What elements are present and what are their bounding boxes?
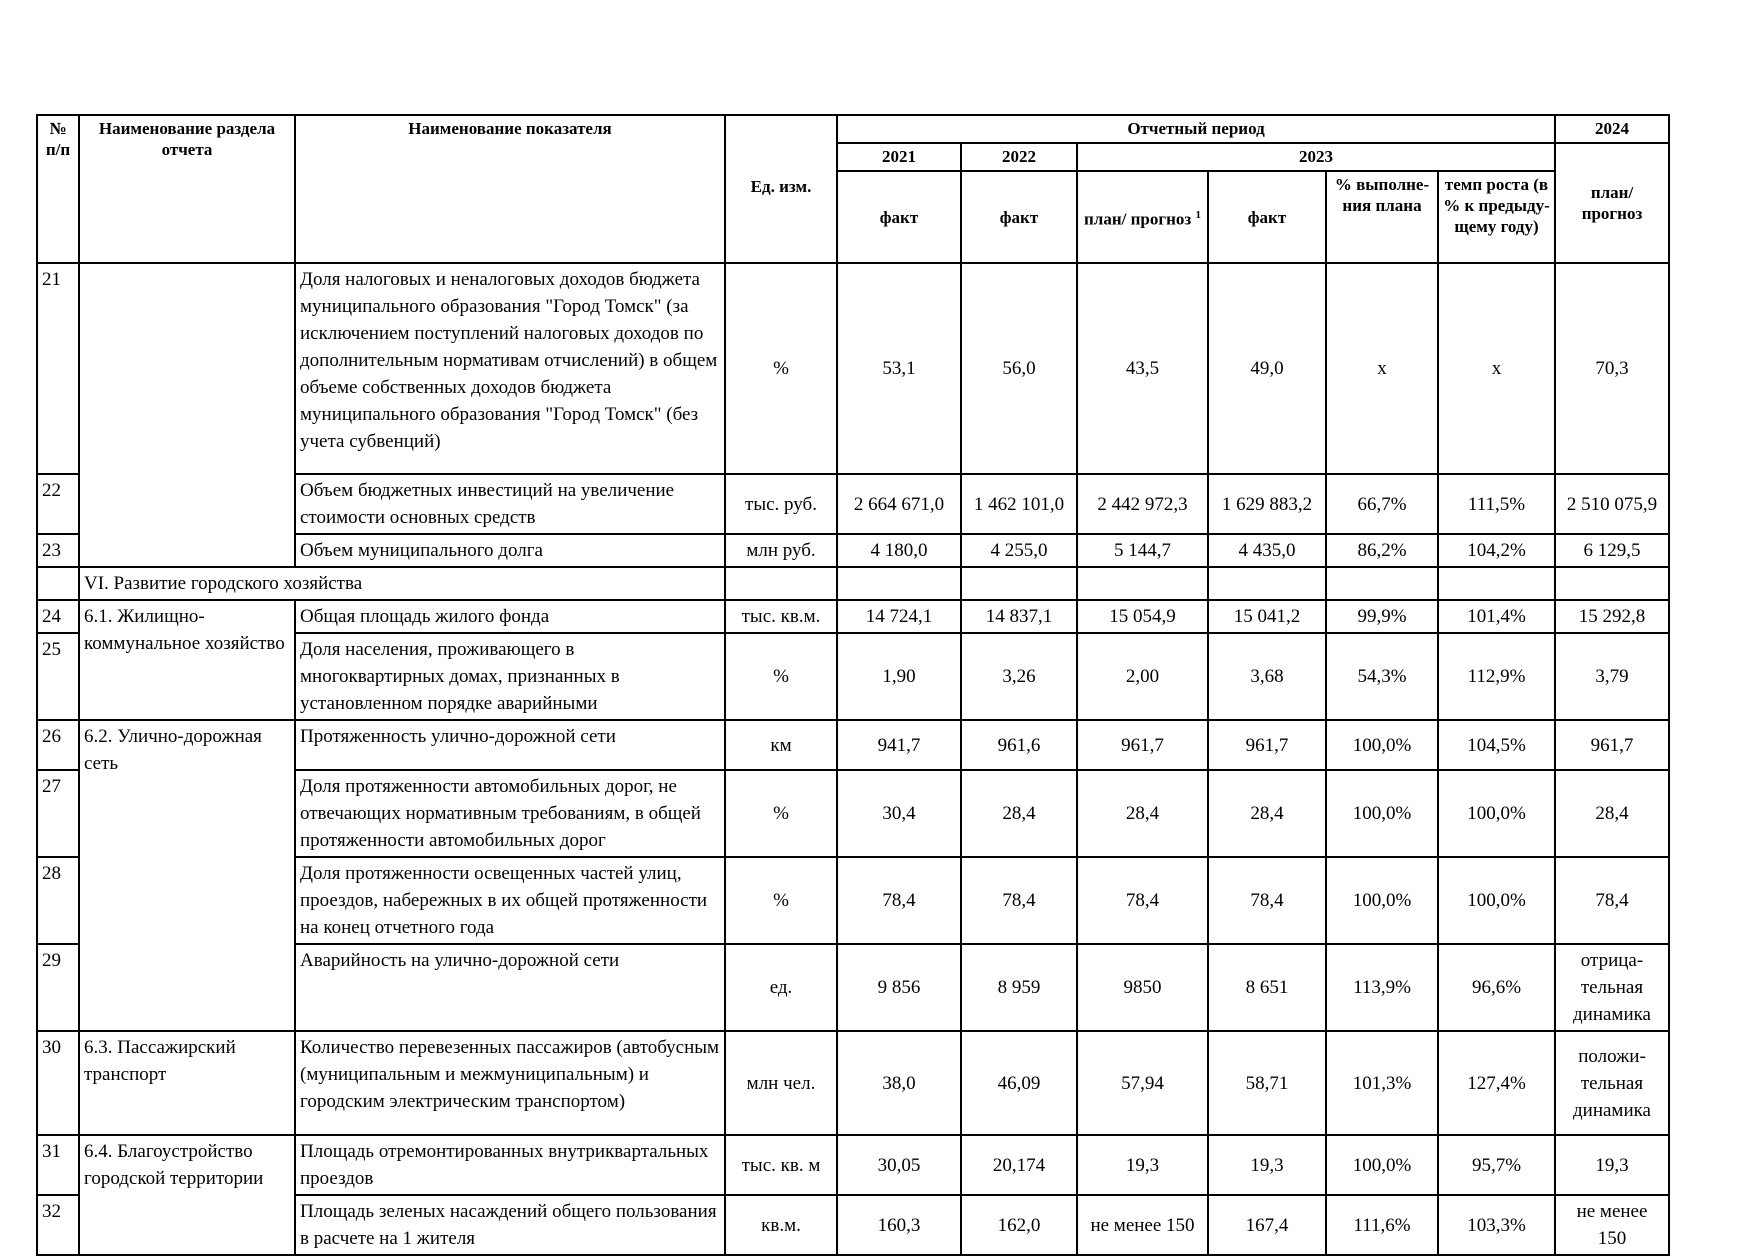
fact-2023-cell: 3,68: [1208, 633, 1326, 720]
fact-2021-cell: 38,0: [837, 1031, 961, 1135]
row-num: 24: [37, 600, 79, 633]
fact-2022-cell: 961,6: [961, 720, 1077, 770]
fact-2023-cell: 961,7: [1208, 720, 1326, 770]
unit-cell: тыс. кв.м.: [725, 600, 837, 633]
section-name: 6.4. Благоустройство городской территории: [79, 1135, 295, 1255]
growth-cell: 111,5%: [1438, 474, 1555, 534]
unit-cell: %: [725, 857, 837, 944]
section-name: 6.1. Жилищно-коммунальное хозяйство: [79, 600, 295, 720]
plan-2023-cell: 28,4: [1077, 770, 1208, 857]
fact-2023-cell: 19,3: [1208, 1135, 1326, 1195]
fact-2022-cell: 4 255,0: [961, 534, 1077, 567]
indicators-table: [36, 114, 1670, 1256]
header-plan-forecast-2024: план/ прогноз: [1555, 143, 1669, 263]
fact-2021-cell: 2 664 671,0: [837, 474, 961, 534]
row-num: 22: [37, 474, 79, 534]
plan-2024-cell: положи-тельная динамика: [1555, 1031, 1669, 1135]
fact-2021-cell: 1,90: [837, 633, 961, 720]
fact-2022-cell: 162,0: [961, 1195, 1077, 1255]
unit-cell: %: [725, 263, 837, 474]
plan-2023-cell: 57,94: [1077, 1031, 1208, 1135]
pct-plan-cell: 86,2%: [1326, 534, 1438, 567]
header-fact-2021: факт: [837, 171, 961, 263]
plan-2023-cell: не менее 150: [1077, 1195, 1208, 1255]
plan-2023-cell: 2,00: [1077, 633, 1208, 720]
growth-cell: 101,4%: [1438, 600, 1555, 633]
fact-2023-cell: 167,4: [1208, 1195, 1326, 1255]
fact-2022-cell: 1 462 101,0: [961, 474, 1077, 534]
empty-cell: [1326, 567, 1438, 600]
pct-plan-cell: 100,0%: [1326, 770, 1438, 857]
plan-2024-cell: не менее 150: [1555, 1195, 1669, 1255]
pct-plan-cell: 99,9%: [1326, 600, 1438, 633]
header-unit: Ед. изм.: [725, 115, 837, 263]
indicator-name: Аварийность на улично-дорожной сети: [295, 944, 725, 1031]
indicator-name: Доля протяженности автомобильных дорог, не отвечающих нормативным требованиям, в общей протяженности автомобильных дорог: [295, 770, 725, 857]
unit-cell: млн руб.: [725, 534, 837, 567]
plan-2023-cell: 5 144,7: [1077, 534, 1208, 567]
fact-2021-cell: 941,7: [837, 720, 961, 770]
fact-2022-cell: 14 837,1: [961, 600, 1077, 633]
indicator-name: Площадь отремонтированных внутриквартальных проездов: [295, 1135, 725, 1195]
indicator-name: Объем бюджетных инвестиций на увеличение стоимости основных средств: [295, 474, 725, 534]
fact-2023-cell: 8 651: [1208, 944, 1326, 1031]
fact-2021-cell: 30,05: [837, 1135, 961, 1195]
header-num: № п/п: [37, 115, 79, 263]
empty-cell: [837, 567, 961, 600]
header-growth-rate: темп роста (в % к предыду-щему году): [1438, 171, 1555, 263]
row-num: 30: [37, 1031, 79, 1135]
section-title: VI. Развитие городского хозяйства: [79, 567, 725, 600]
row-num: 26: [37, 720, 79, 770]
row-num: 23: [37, 534, 79, 567]
pct-plan-cell: 111,6%: [1326, 1195, 1438, 1255]
header-year-2023: 2023: [1077, 143, 1555, 171]
growth-cell: 95,7%: [1438, 1135, 1555, 1195]
plan-2023-cell: 78,4: [1077, 857, 1208, 944]
indicator-name: Доля налоговых и неналоговых доходов бюджета муниципального образования "Город Томск" (за исключением поступлений налоговых доходов по дополнительным нормативам отчислений) в общем объеме собственных доходов бюджета муниципального образования "Город Томск" (без учета субвенций): [295, 263, 725, 474]
unit-cell: млн чел.: [725, 1031, 837, 1135]
unit-cell: тыс. руб.: [725, 474, 837, 534]
row-num: 28: [37, 857, 79, 944]
fact-2023-cell: 49,0: [1208, 263, 1326, 474]
plan-2024-cell: 78,4: [1555, 857, 1669, 944]
section-name: 6.2. Улично-дорожная сеть: [79, 720, 295, 1031]
header-year-2022: 2022: [961, 143, 1077, 171]
fact-2023-cell: 1 629 883,2: [1208, 474, 1326, 534]
header-plan-forecast-2023: [1077, 171, 1208, 263]
fact-2022-cell: 8 959: [961, 944, 1077, 1031]
plan-2023-cell: 15 054,9: [1077, 600, 1208, 633]
unit-cell: ед.: [725, 944, 837, 1031]
header-year-2021: 2021: [837, 143, 961, 171]
unit-cell: кв.м.: [725, 1195, 837, 1255]
plan-2023-cell: 961,7: [1077, 720, 1208, 770]
fact-2021-cell: 160,3: [837, 1195, 961, 1255]
indicator-name: Доля населения, проживающего в многоквартирных домах, признанных в установленном порядке аварийными: [295, 633, 725, 720]
growth-cell: 100,0%: [1438, 857, 1555, 944]
pct-plan-cell: 100,0%: [1326, 857, 1438, 944]
table-row: [37, 1135, 1669, 1195]
fact-2021-cell: 30,4: [837, 770, 961, 857]
pct-plan-cell: х: [1326, 263, 1438, 474]
empty-cell: [1077, 567, 1208, 600]
section-title-row: [37, 567, 1669, 600]
growth-cell: 104,2%: [1438, 534, 1555, 567]
empty-cell: [1438, 567, 1555, 600]
table-row: [37, 1031, 1669, 1135]
section-cell-empty: [79, 263, 295, 567]
growth-cell: 112,9%: [1438, 633, 1555, 720]
plan-2024-cell: 6 129,5: [1555, 534, 1669, 567]
header-plan-footnote: 1: [1195, 208, 1201, 221]
row-num: 27: [37, 770, 79, 857]
pct-plan-cell: 66,7%: [1326, 474, 1438, 534]
fact-2022-cell: 78,4: [961, 857, 1077, 944]
pct-plan-cell: 100,0%: [1326, 1135, 1438, 1195]
empty-cell: [1208, 567, 1326, 600]
empty-cell: [1555, 567, 1669, 600]
plan-2024-cell: 2 510 075,9: [1555, 474, 1669, 534]
header-section: Наименование раздела отчета: [79, 115, 295, 263]
fact-2022-cell: 46,09: [961, 1031, 1077, 1135]
fact-2021-cell: 53,1: [837, 263, 961, 474]
indicator-name: Доля протяженности освещенных частей улиц, проездов, набережных в их общей протяженности на конец отчетного года: [295, 857, 725, 944]
plan-2024-cell: отрица-тельная динамика: [1555, 944, 1669, 1031]
report-document: [36, 114, 1670, 1256]
header-plan-forecast-text: план/ прогноз: [1084, 209, 1192, 229]
fact-2021-cell: 14 724,1: [837, 600, 961, 633]
table-header: [37, 115, 1669, 263]
unit-cell: %: [725, 633, 837, 720]
fact-2021-cell: 4 180,0: [837, 534, 961, 567]
fact-2023-cell: 15 041,2: [1208, 600, 1326, 633]
indicator-name: Площадь зеленых насаждений общего пользования в расчете на 1 жителя: [295, 1195, 725, 1255]
fact-2022-cell: 20,174: [961, 1135, 1077, 1195]
plan-2023-cell: 9850: [1077, 944, 1208, 1031]
row-num: 32: [37, 1195, 79, 1255]
pct-plan-cell: 113,9%: [1326, 944, 1438, 1031]
table-row: [37, 263, 1669, 474]
table-body: [37, 263, 1669, 1255]
indicator-name: Протяженность улично-дорожной сети: [295, 720, 725, 770]
table-row: [37, 720, 1669, 770]
fact-2023-cell: 78,4: [1208, 857, 1326, 944]
header-pct-plan: % выполне-ния плана: [1326, 171, 1438, 263]
unit-cell: тыс. кв. м: [725, 1135, 837, 1195]
growth-cell: 96,6%: [1438, 944, 1555, 1031]
row-num: 25: [37, 633, 79, 720]
plan-2024-cell: 3,79: [1555, 633, 1669, 720]
row-num: 21: [37, 263, 79, 474]
growth-cell: х: [1438, 263, 1555, 474]
indicator-name: Общая площадь жилого фонда: [295, 600, 725, 633]
plan-2024-cell: 70,3: [1555, 263, 1669, 474]
fact-2021-cell: 9 856: [837, 944, 961, 1031]
growth-cell: 103,3%: [1438, 1195, 1555, 1255]
pct-plan-cell: 101,3%: [1326, 1031, 1438, 1135]
growth-cell: 100,0%: [1438, 770, 1555, 857]
plan-2024-cell: 19,3: [1555, 1135, 1669, 1195]
fact-2023-cell: 4 435,0: [1208, 534, 1326, 567]
header-year-2024: 2024: [1555, 115, 1669, 143]
plan-2023-cell: 19,3: [1077, 1135, 1208, 1195]
table-row: [37, 600, 1669, 633]
section-name: 6.3. Пассажирский транспорт: [79, 1031, 295, 1135]
header-indicator: Наименование показателя: [295, 115, 725, 263]
row-num: 31: [37, 1135, 79, 1195]
row-num: 29: [37, 944, 79, 1031]
growth-cell: 104,5%: [1438, 720, 1555, 770]
header-fact-2022: факт: [961, 171, 1077, 263]
empty-cell: [961, 567, 1077, 600]
fact-2023-cell: 58,71: [1208, 1031, 1326, 1135]
row-num-empty: [37, 567, 79, 600]
fact-2023-cell: 28,4: [1208, 770, 1326, 857]
pct-plan-cell: 54,3%: [1326, 633, 1438, 720]
plan-2024-cell: 28,4: [1555, 770, 1669, 857]
fact-2021-cell: 78,4: [837, 857, 961, 944]
indicator-name: Объем муниципального долга: [295, 534, 725, 567]
header-fact-2023: факт: [1208, 171, 1326, 263]
fact-2022-cell: 28,4: [961, 770, 1077, 857]
unit-cell: %: [725, 770, 837, 857]
pct-plan-cell: 100,0%: [1326, 720, 1438, 770]
unit-cell: км: [725, 720, 837, 770]
growth-cell: 127,4%: [1438, 1031, 1555, 1135]
plan-2023-cell: 2 442 972,3: [1077, 474, 1208, 534]
empty-cell: [725, 567, 837, 600]
fact-2022-cell: 56,0: [961, 263, 1077, 474]
plan-2023-cell: 43,5: [1077, 263, 1208, 474]
plan-2024-cell: 15 292,8: [1555, 600, 1669, 633]
fact-2022-cell: 3,26: [961, 633, 1077, 720]
indicator-name: Количество перевезенных пассажиров (автобусным (муниципальным и межмуниципальным) и городским электрическим транспортом): [295, 1031, 725, 1135]
header-reporting-period: Отчетный период: [837, 115, 1555, 143]
plan-2024-cell: 961,7: [1555, 720, 1669, 770]
